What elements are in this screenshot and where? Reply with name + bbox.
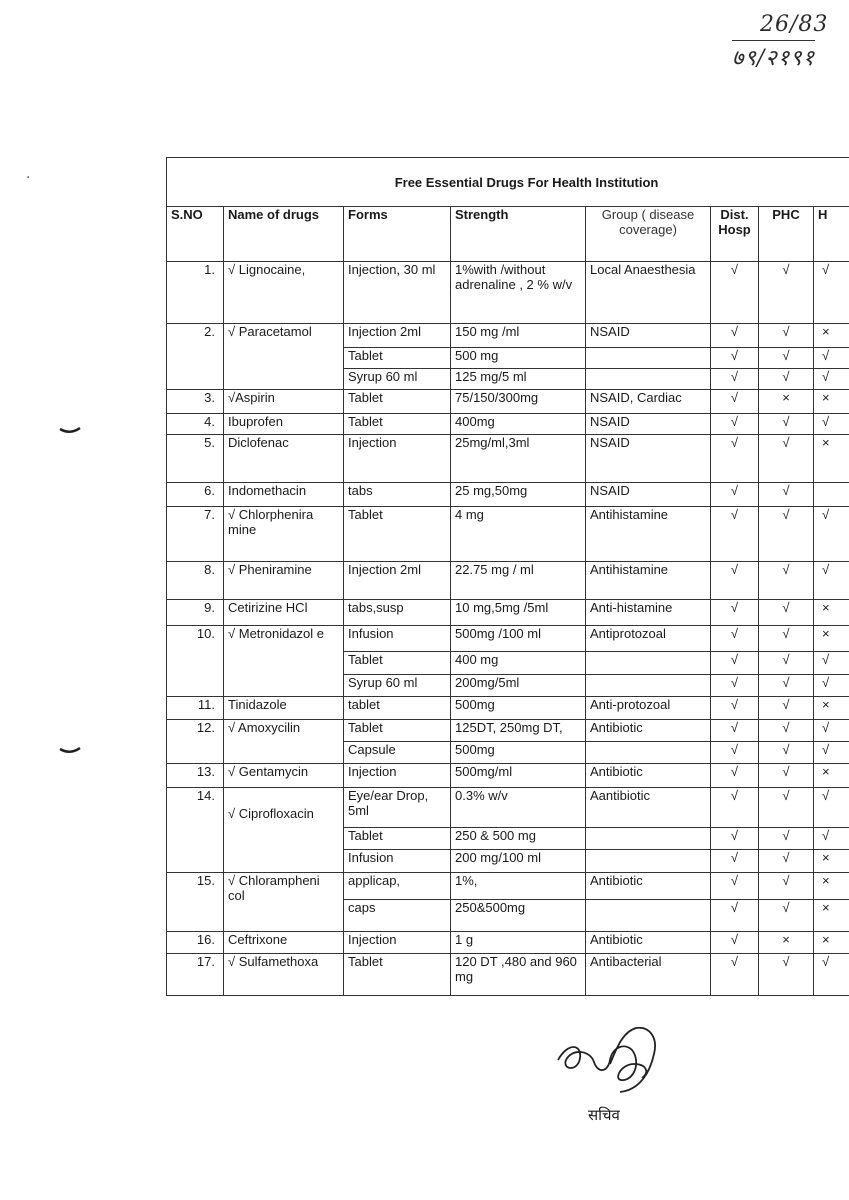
table-header-row [167,207,849,262]
table-row [167,873,849,900]
cell-phc-mark: √ [759,369,814,390]
cell-dist-mark: √ [711,414,759,435]
cell-sno: 11. [167,697,224,720]
cell-strength: 0.3% w/v [451,788,586,828]
table-row [167,507,849,562]
cell-group: Local Anaesthesia [586,262,711,324]
table-title: Free Essential Drugs For Health Institution [167,158,849,207]
cell-dist-mark: √ [711,742,759,764]
cell-phc-mark: √ [759,828,814,850]
cell-group: Antihistamine [586,562,711,600]
cell-forms: tablet [344,697,451,720]
cell-hosp-mark: √ [814,954,849,996]
cell-phc-mark: √ [759,742,814,764]
cell-phc-mark: √ [759,324,814,348]
cell-dist-mark: √ [711,900,759,932]
cell-strength: 500mg /100 ml [451,626,586,652]
cell-strength: 400mg [451,414,586,435]
cell-dist-mark: √ [711,873,759,900]
cell-dist-mark: √ [711,932,759,954]
cell-dist-mark: √ [711,764,759,788]
cell-strength: 500mg [451,697,586,720]
cell-hosp-mark: × [814,764,849,788]
cell-dist-mark: √ [711,435,759,483]
cell-hosp-mark: × [814,626,849,652]
cell-forms: Injection 2ml [344,324,451,348]
cell-group: Antibiotic [586,932,711,954]
table-row [167,562,849,600]
cell-sno: 16. [167,932,224,954]
cell-strength: 75/150/300mg [451,390,586,414]
header-phc: PHC [759,207,814,262]
cell-strength: 25 mg,50mg [451,483,586,507]
header-last: H [814,207,849,262]
cell-dist-mark: √ [711,954,759,996]
cell-forms: Tablet [344,720,451,742]
cell-hosp-mark: × [814,324,849,348]
table-row [167,414,849,435]
cell-name: Cetirizine HCl [224,600,344,626]
header-dist-hosp: Dist. Hosp [711,207,759,262]
table-row [167,788,849,828]
cell-phc-mark: × [759,932,814,954]
signature [550,1020,670,1100]
cell-forms: Tablet [344,954,451,996]
cell-group [586,850,711,873]
cell-sno: 13. [167,764,224,788]
margin-hole-mark [58,745,82,755]
cell-sno: 2. [167,324,224,390]
scan-mark: · [26,170,31,186]
cell-dist-mark: √ [711,562,759,600]
cell-forms: Injection 2ml [344,562,451,600]
cell-hosp-mark: √ [814,652,849,675]
cell-group: Antiprotozoal [586,626,711,652]
cell-group [586,900,711,932]
cell-strength: 500mg/ml [451,764,586,788]
cell-dist-mark: √ [711,600,759,626]
cell-phc-mark: √ [759,262,814,324]
cell-phc-mark: √ [759,348,814,369]
cell-phc-mark: √ [759,873,814,900]
cell-group: Anti-histamine [586,600,711,626]
cell-sno: 3. [167,390,224,414]
cell-strength: 250&500mg [451,900,586,932]
cell-dist-mark: √ [711,507,759,562]
cell-hosp-mark: √ [814,788,849,828]
cell-strength: 500 mg [451,348,586,369]
table-row [167,324,849,348]
cell-strength: 10 mg,5mg /5ml [451,600,586,626]
cell-strength: 1%with /without adrenaline , 2 % w/v [451,262,586,324]
cell-strength: 400 mg [451,652,586,675]
cell-name: Diclofenac [224,435,344,483]
cell-sno: 4. [167,414,224,435]
cell-group [586,348,711,369]
cell-dist-mark: √ [711,720,759,742]
cell-forms: Injection [344,932,451,954]
cell-phc-mark: √ [759,764,814,788]
cell-phc-mark: √ [759,626,814,652]
cell-forms: tabs,susp [344,600,451,626]
cell-group: NSAID, Cardiac [586,390,711,414]
cell-strength: 250 & 500 mg [451,828,586,850]
cell-group [586,675,711,697]
cell-forms: Injection, 30 ml [344,262,451,324]
cell-strength: 150 mg /ml [451,324,586,348]
cell-sno: 17. [167,954,224,996]
signature-label: सचिव [588,1106,620,1124]
cell-hosp-mark: √ [814,348,849,369]
cell-group [586,652,711,675]
header-sno: S.NO [167,207,224,262]
cell-forms: Tablet [344,828,451,850]
table-row [167,764,849,788]
cell-phc-mark: √ [759,697,814,720]
cell-hosp-mark: × [814,390,849,414]
cell-hosp-mark: √ [814,414,849,435]
cell-hosp-mark: √ [814,507,849,562]
cell-dist-mark: √ [711,390,759,414]
cell-hosp-mark: √ [814,562,849,600]
cell-hosp-mark: × [814,900,849,932]
cell-phc-mark: √ [759,720,814,742]
drug-table-container [166,157,849,1020]
table-row [167,435,849,483]
cell-phc-mark: √ [759,483,814,507]
cell-forms: Infusion [344,626,451,652]
cell-sno: 5. [167,435,224,483]
cell-hosp-mark: × [814,850,849,873]
cell-name: √ Gentamycin [224,764,344,788]
cell-name: Tinidazole [224,697,344,720]
cell-group: Antihistamine [586,507,711,562]
cell-forms: Infusion [344,850,451,873]
header-name: Name of drugs [224,207,344,262]
cell-strength: 125DT, 250mg DT, [451,720,586,742]
cell-dist-mark: √ [711,369,759,390]
cell-group: NSAID [586,483,711,507]
table-row [167,262,849,324]
cell-phc-mark: × [759,390,814,414]
table-row [167,720,849,742]
handwritten-ref-top: 26/83 [760,12,829,37]
cell-name: √Aspirin [224,390,344,414]
cell-name: Ceftrixone [224,932,344,954]
cell-group: Antibacterial [586,954,711,996]
cell-dist-mark: √ [711,652,759,675]
table-row [167,483,849,507]
cell-hosp-mark: × [814,873,849,900]
cell-hosp-mark: √ [814,675,849,697]
cell-sno: 8. [167,562,224,600]
cell-strength: 120 DT ,480 and 960 mg [451,954,586,996]
header-group: Group ( disease coverage) [586,207,711,262]
cell-name: √ Lignocaine, [224,262,344,324]
cell-forms: Capsule [344,742,451,764]
cell-name: √ Pheniramine [224,562,344,600]
cell-forms: Eye/ear Drop, 5ml [344,788,451,828]
cell-phc-mark: √ [759,435,814,483]
cell-phc-mark: √ [759,414,814,435]
cell-group [586,369,711,390]
cell-forms: Syrup 60 ml [344,675,451,697]
cell-group [586,742,711,764]
cell-dist-mark: √ [711,675,759,697]
table-row [167,626,849,652]
cell-phc-mark: √ [759,600,814,626]
cell-dist-mark: √ [711,626,759,652]
cell-hosp-mark: × [814,435,849,483]
cell-forms: applicap, [344,873,451,900]
cell-phc-mark: √ [759,954,814,996]
cell-sno: 7. [167,507,224,562]
cell-group: NSAID [586,324,711,348]
table-row [167,390,849,414]
cell-group: Antibiotic [586,764,711,788]
cell-hosp-mark: √ [814,828,849,850]
cell-sno: 10. [167,626,224,697]
cell-strength: 500mg [451,742,586,764]
cell-group: Aantibiotic [586,788,711,828]
cell-group: NSAID [586,414,711,435]
cell-group [586,828,711,850]
cell-sno: 6. [167,483,224,507]
header-strength: Strength [451,207,586,262]
cell-strength: 1 g [451,932,586,954]
drug-table [166,157,849,996]
cell-sno: 1. [167,262,224,324]
cell-name: √ Chlorphenira mine [224,507,344,562]
cell-hosp-mark: × [814,932,849,954]
cell-group: Anti-protozoal [586,697,711,720]
cell-hosp-mark: √ [814,720,849,742]
cell-forms: Tablet [344,414,451,435]
cell-name: √ Ciprofloxacin [224,788,344,873]
cell-dist-mark: √ [711,348,759,369]
cell-phc-mark: √ [759,675,814,697]
cell-phc-mark: √ [759,850,814,873]
cell-strength: 200mg/5ml [451,675,586,697]
header-forms: Forms [344,207,451,262]
cell-hosp-mark: × [814,697,849,720]
margin-hole-mark [58,425,82,435]
cell-sno: 9. [167,600,224,626]
cell-dist-mark: √ [711,697,759,720]
cell-strength: 200 mg/100 ml [451,850,586,873]
cell-forms: Tablet [344,390,451,414]
cell-phc-mark: √ [759,900,814,932]
cell-group: Antibiotic [586,873,711,900]
cell-sno: 15. [167,873,224,932]
cell-phc-mark: √ [759,562,814,600]
cell-phc-mark: √ [759,507,814,562]
cell-name: Indomethacin [224,483,344,507]
cell-hosp-mark: × [814,600,849,626]
cell-group: Antibiotic [586,720,711,742]
cell-strength: 4 mg [451,507,586,562]
cell-strength: 22.75 mg / ml [451,562,586,600]
cell-forms: Injection [344,435,451,483]
cell-phc-mark: √ [759,652,814,675]
table-row [167,932,849,954]
cell-forms: Syrup 60 ml [344,369,451,390]
cell-name: √ Paracetamol [224,324,344,390]
cell-dist-mark: √ [711,788,759,828]
cell-sno: 12. [167,720,224,764]
cell-hosp-mark: √ [814,742,849,764]
cell-strength: 1%, [451,873,586,900]
cell-sno: 14. [167,788,224,873]
cell-dist-mark: √ [711,483,759,507]
cell-phc-mark: √ [759,788,814,828]
cell-hosp-mark [814,483,849,507]
cell-dist-mark: √ [711,324,759,348]
cell-name: √ Chlorampheni col [224,873,344,932]
cell-name: √ Amoxycilin [224,720,344,764]
table-row [167,697,849,720]
cell-hosp-mark: √ [814,262,849,324]
table-row [167,600,849,626]
table-row [167,954,849,996]
cell-forms: tabs [344,483,451,507]
cell-strength: 125 mg/5 ml [451,369,586,390]
cell-hosp-mark: √ [814,369,849,390]
cell-name: √ Metronidazol e [224,626,344,697]
cell-group: NSAID [586,435,711,483]
cell-forms: Tablet [344,652,451,675]
cell-forms: Tablet [344,348,451,369]
cell-strength: 25mg/ml,3ml [451,435,586,483]
cell-forms: caps [344,900,451,932]
cell-name: Ibuprofen [224,414,344,435]
handwritten-ref-bottom: ७९/२१९१ [732,40,815,72]
cell-name: √ Sulfamethoxa [224,954,344,996]
cell-dist-mark: √ [711,850,759,873]
cell-forms: Tablet [344,507,451,562]
cell-forms: Injection [344,764,451,788]
cell-dist-mark: √ [711,828,759,850]
cell-dist-mark: √ [711,262,759,324]
